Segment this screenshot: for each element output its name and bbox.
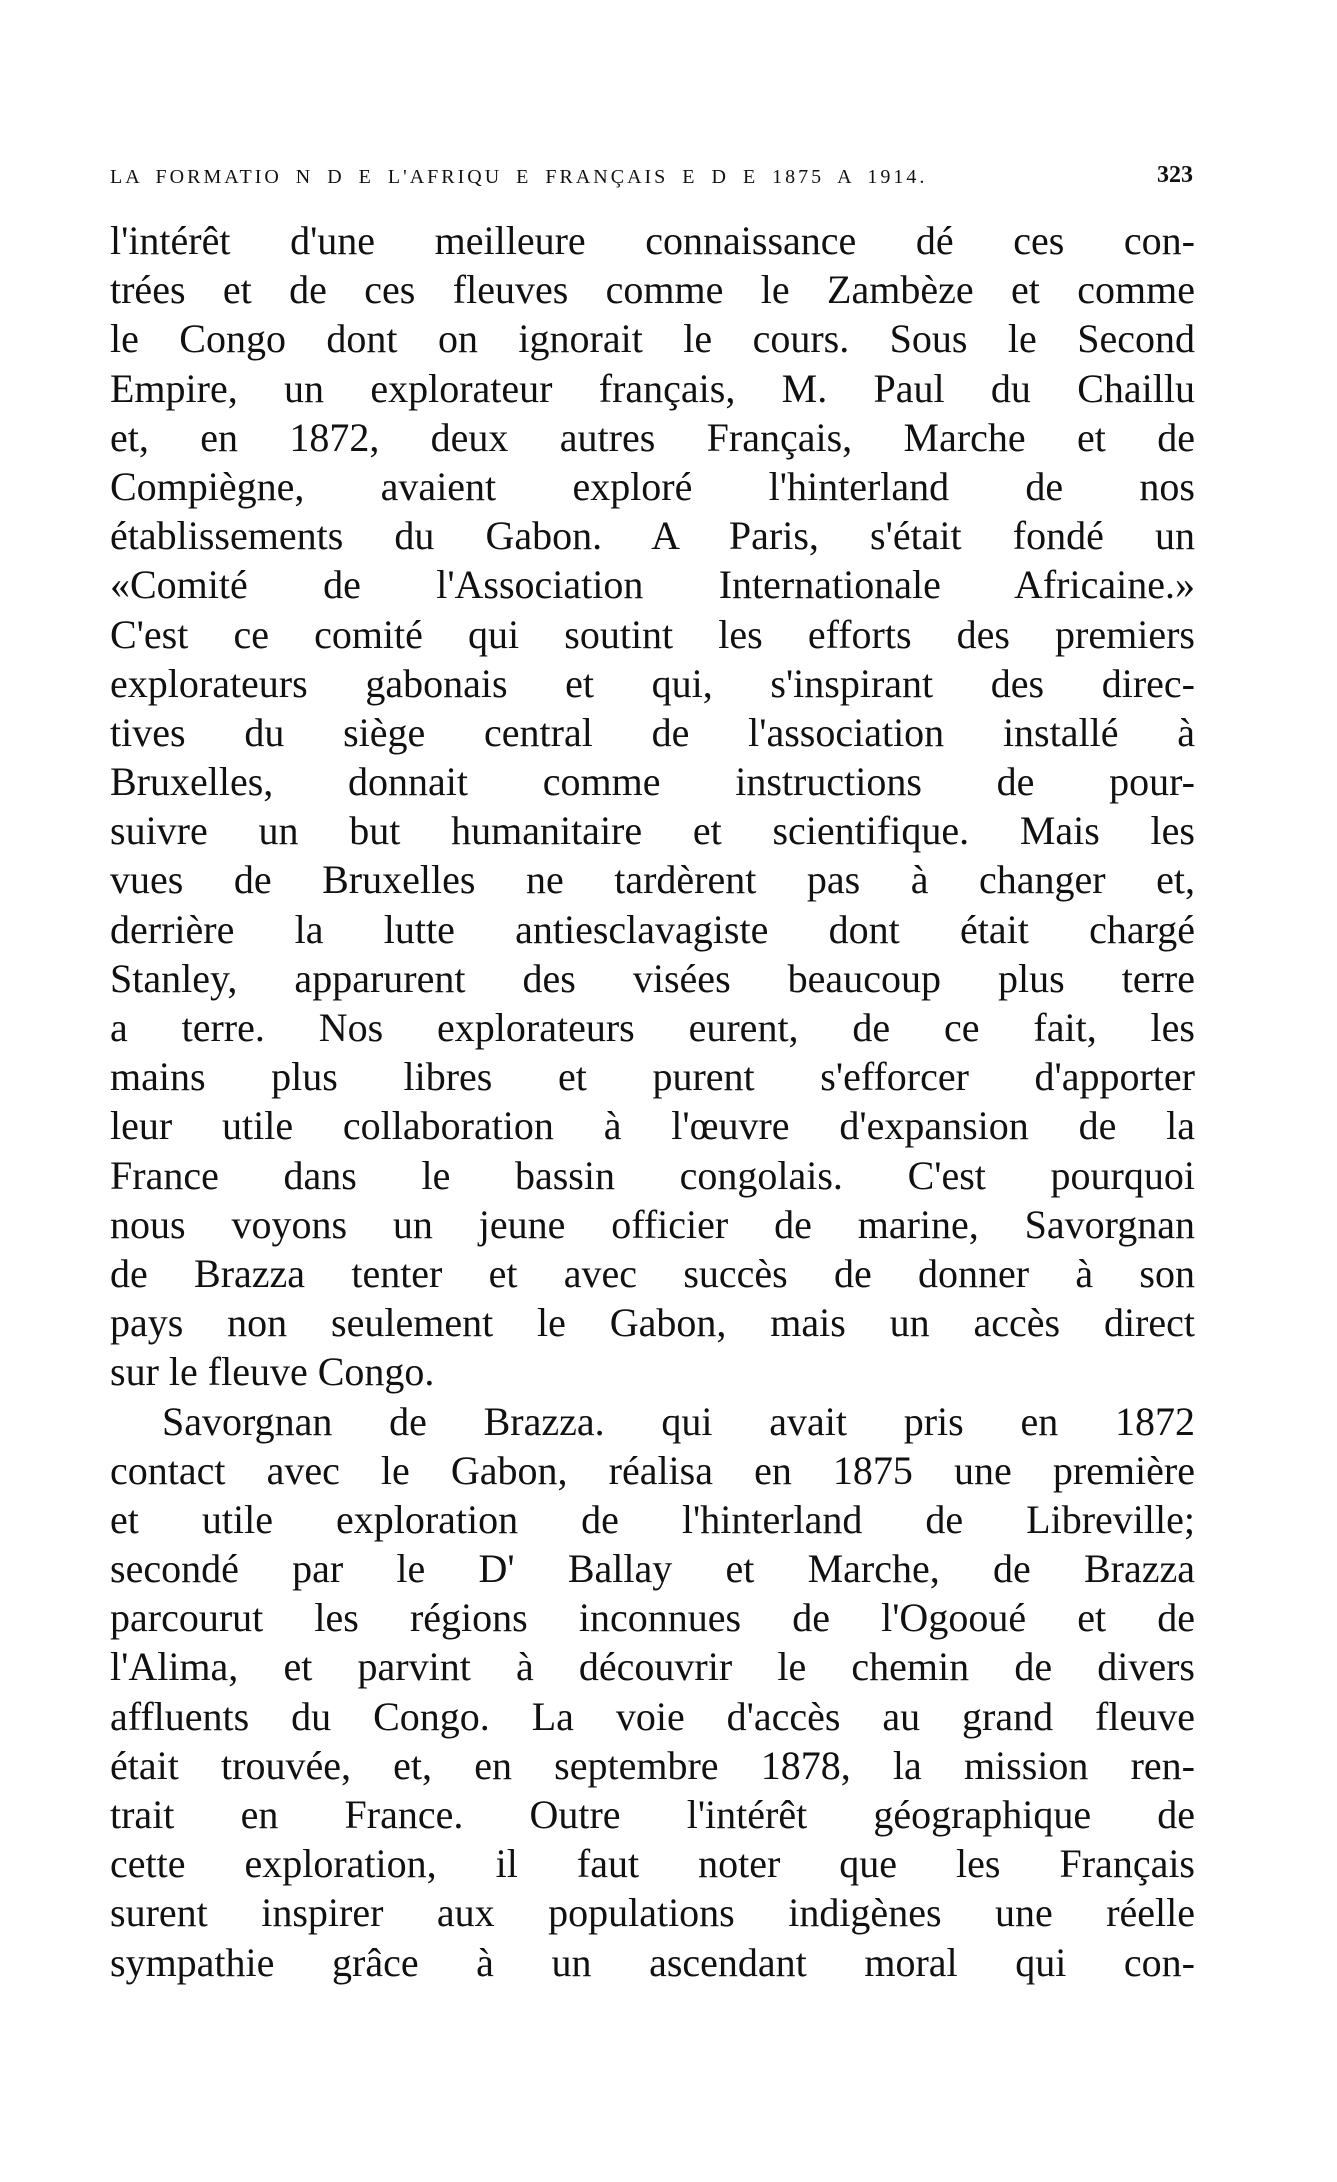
text-line: cette exploration, il faut noter que les Français (110, 1841, 1195, 1887)
text-line: était trouvée, et, en septembre 1878, la mission ren- (110, 1742, 1195, 1788)
text-line: France dans le bassin congolais. C'est pourquoi (110, 1152, 1195, 1198)
running-title: LA FORMATIO N D E L'AFRIQU E FRANÇAIS E D E 1875 A 1914. (110, 166, 928, 188)
running-header (110, 150, 1195, 204)
page-number: 323 (1157, 162, 1193, 188)
text-line: surent inspirer aux populations indigènes une réelle (110, 1890, 1195, 1936)
text-line: sur le fleuve Congo. (110, 1349, 435, 1395)
text-line: secondé par le D' Ballay et Marche, de Brazza (110, 1546, 1195, 1592)
text-line: Bruxelles, donnait comme instructions de pour- (110, 759, 1195, 805)
text-line: leur utile collaboration à l'œuvre d'expansion de la (110, 1103, 1195, 1149)
text-line: l'Alima, et parvint à découvrir le chemin de divers (110, 1644, 1195, 1690)
text-line: l'intérêt d'une meilleure connaissance dé ces con- (110, 218, 1195, 263)
text-line: Empire, un explorateur français, M. Paul du Chaillu (110, 365, 1195, 411)
paragraph-1 (110, 216, 1195, 1397)
text-line: nous voyons un jeune officier de marine, Savorgnan (110, 1201, 1195, 1247)
text-line: Compiègne, avaient exploré l'hinterland de nos (110, 463, 1195, 509)
text-line: tives du siège central de l'association installé à (110, 709, 1195, 755)
text-line: suivre un but humanitaire et scientifique. Mais les (110, 808, 1195, 854)
text-line: parcourut les régions inconnues de l'Ogooué et de (110, 1595, 1195, 1641)
text-line: établissements du Gabon. A Paris, s'était fondé un (110, 513, 1195, 559)
text-line: sympathie grâce à un ascendant moral qui con- (110, 1939, 1195, 1985)
text-line: explorateurs gabonais et qui, s'inspirant des direc- (110, 660, 1195, 706)
book-page (110, 150, 1195, 1987)
text-line: contact avec le Gabon, réalisa en 1875 une première (110, 1447, 1195, 1493)
text-line: «Comité de l'Association Internationale Africaine.» (110, 562, 1195, 608)
text-line: et, en 1872, deux autres Français, Marche et de (110, 414, 1195, 460)
text-line: mains plus libres et purent s'efforcer d'apporter (110, 1054, 1195, 1100)
text-line: trait en France. Outre l'intérêt géographique de (110, 1792, 1195, 1837)
text-line: derrière la lutte antiesclavagiste dont était chargé (110, 906, 1195, 952)
paragraph-2 (110, 1397, 1195, 1987)
body-text (110, 216, 1195, 1987)
text-line: le Congo dont on ignorait le cours. Sous le Second (110, 316, 1195, 362)
text-line: de Brazza tenter et avec succès de donner à son (110, 1250, 1195, 1296)
text-line: Stanley, apparurent des visées beaucoup plus terre (110, 955, 1195, 1001)
text-line: Savorgnan de Brazza. qui avait pris en 1872 (162, 1398, 1195, 1444)
text-line: pays non seulement le Gabon, mais un accès direct (110, 1300, 1195, 1346)
text-line: et utile exploration de l'hinterland de Libreville; (110, 1496, 1195, 1542)
text-line: vues de Bruxelles ne tardèrent pas à changer et, (110, 857, 1195, 903)
text-line: trées et de ces fleuves comme le Zambèze et comme (110, 267, 1195, 313)
text-line: affluents du Congo. La voie d'accès au grand fleuve (110, 1693, 1195, 1739)
text-line: C'est ce comité qui soutint les efforts des premiers (110, 611, 1195, 657)
text-line: a terre. Nos explorateurs eurent, de ce fait, les (110, 1005, 1195, 1050)
